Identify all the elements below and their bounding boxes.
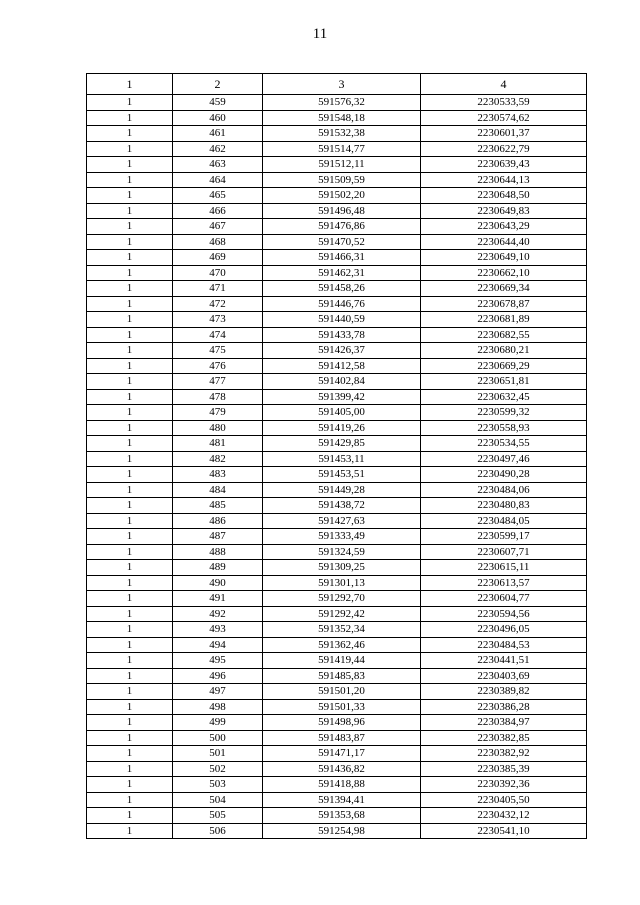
table-row — [87, 234, 587, 250]
table-cell: 1 — [87, 653, 173, 669]
table-row — [87, 312, 587, 328]
table-cell: 2230622,79 — [421, 141, 587, 157]
table-cell: 591352,34 — [263, 622, 421, 638]
table-cell: 2230389,82 — [421, 684, 587, 700]
table-cell: 1 — [87, 389, 173, 405]
table-cell: 1 — [87, 265, 173, 281]
table-cell: 591254,98 — [263, 823, 421, 839]
table-row — [87, 513, 587, 529]
table-row — [87, 746, 587, 762]
table-row — [87, 126, 587, 142]
table-cell: 591453,11 — [263, 451, 421, 467]
table-row — [87, 792, 587, 808]
table-cell: 479 — [173, 405, 263, 421]
table-cell: 495 — [173, 653, 263, 669]
table-row — [87, 296, 587, 312]
table-row — [87, 761, 587, 777]
table-row — [87, 823, 587, 839]
table-cell: 2230382,92 — [421, 746, 587, 762]
table-cell: 1 — [87, 405, 173, 421]
table-cell: 1 — [87, 746, 173, 762]
table-cell: 504 — [173, 792, 263, 808]
table-cell: 1 — [87, 668, 173, 684]
table-cell: 1 — [87, 126, 173, 142]
table-row — [87, 606, 587, 622]
table-cell: 591576,32 — [263, 95, 421, 111]
table-cell: 591498,96 — [263, 715, 421, 731]
table-cell: 2230574,62 — [421, 110, 587, 126]
table-row — [87, 219, 587, 235]
table-row — [87, 374, 587, 390]
table-row — [87, 95, 587, 111]
table-cell: 591402,84 — [263, 374, 421, 390]
column-header: 2 — [173, 74, 263, 95]
table-cell: 1 — [87, 513, 173, 529]
table-cell: 473 — [173, 312, 263, 328]
table-cell: 591466,31 — [263, 250, 421, 266]
table-row — [87, 265, 587, 281]
table-row — [87, 699, 587, 715]
table-cell: 591405,00 — [263, 405, 421, 421]
column-header: 1 — [87, 74, 173, 95]
table-cell: 2230403,69 — [421, 668, 587, 684]
table-cell: 1 — [87, 188, 173, 204]
table-row — [87, 436, 587, 452]
table-cell: 591292,42 — [263, 606, 421, 622]
table-cell: 591440,59 — [263, 312, 421, 328]
table-cell: 2230386,28 — [421, 699, 587, 715]
table-cell: 492 — [173, 606, 263, 622]
table-cell: 503 — [173, 777, 263, 793]
table-cell: 2230601,37 — [421, 126, 587, 142]
table-cell: 591433,78 — [263, 327, 421, 343]
table-row — [87, 420, 587, 436]
table-cell: 498 — [173, 699, 263, 715]
table-row — [87, 684, 587, 700]
table-cell: 2230490,28 — [421, 467, 587, 483]
table-row — [87, 730, 587, 746]
table-cell: 2230604,77 — [421, 591, 587, 607]
table-cell: 1 — [87, 312, 173, 328]
table-row — [87, 110, 587, 126]
table-cell: 1 — [87, 715, 173, 731]
table-cell: 591502,20 — [263, 188, 421, 204]
table-cell: 591412,58 — [263, 358, 421, 374]
table-cell: 1 — [87, 219, 173, 235]
table-cell: 591362,46 — [263, 637, 421, 653]
table-cell: 483 — [173, 467, 263, 483]
table-cell: 1 — [87, 622, 173, 638]
table-cell: 477 — [173, 374, 263, 390]
table-cell: 591427,63 — [263, 513, 421, 529]
table-row — [87, 405, 587, 421]
table-cell: 464 — [173, 172, 263, 188]
table-cell: 2230678,87 — [421, 296, 587, 312]
table-cell: 460 — [173, 110, 263, 126]
table-cell: 1 — [87, 777, 173, 793]
table-cell: 2230639,43 — [421, 157, 587, 173]
table-cell: 591496,48 — [263, 203, 421, 219]
table-cell: 470 — [173, 265, 263, 281]
table-cell: 490 — [173, 575, 263, 591]
table-cell: 1 — [87, 203, 173, 219]
table-cell: 496 — [173, 668, 263, 684]
table-row — [87, 250, 587, 266]
table-cell: 591453,51 — [263, 467, 421, 483]
table-row — [87, 358, 587, 374]
table-row — [87, 281, 587, 297]
table-cell: 591438,72 — [263, 498, 421, 514]
table-cell: 2230534,55 — [421, 436, 587, 452]
table-cell: 1 — [87, 451, 173, 467]
table-row — [87, 327, 587, 343]
table-cell: 2230680,21 — [421, 343, 587, 359]
table-cell: 1 — [87, 808, 173, 824]
table-cell: 506 — [173, 823, 263, 839]
table-cell: 591483,87 — [263, 730, 421, 746]
table-cell: 591485,83 — [263, 668, 421, 684]
table-cell: 2230669,29 — [421, 358, 587, 374]
table-cell: 2230480,83 — [421, 498, 587, 514]
table-cell: 591501,20 — [263, 684, 421, 700]
table-cell: 491 — [173, 591, 263, 607]
table-cell: 591419,44 — [263, 653, 421, 669]
table-row — [87, 529, 587, 545]
table-cell: 591436,82 — [263, 761, 421, 777]
table-cell: 1 — [87, 157, 173, 173]
table-cell: 1 — [87, 95, 173, 111]
table-cell: 591501,33 — [263, 699, 421, 715]
table-cell: 2230484,06 — [421, 482, 587, 498]
table-body — [87, 95, 587, 839]
table-cell: 2230613,57 — [421, 575, 587, 591]
table-row — [87, 188, 587, 204]
table-cell: 2230607,71 — [421, 544, 587, 560]
table-cell: 1 — [87, 699, 173, 715]
table-cell: 467 — [173, 219, 263, 235]
table-cell: 475 — [173, 343, 263, 359]
table-cell: 1 — [87, 575, 173, 591]
table-cell: 2230541,10 — [421, 823, 587, 839]
table-cell: 2230632,45 — [421, 389, 587, 405]
table-cell: 591532,38 — [263, 126, 421, 142]
table-cell: 466 — [173, 203, 263, 219]
table-cell: 2230651,81 — [421, 374, 587, 390]
table-cell: 591353,68 — [263, 808, 421, 824]
table-cell: 2230382,85 — [421, 730, 587, 746]
table-cell: 480 — [173, 420, 263, 436]
table-cell: 486 — [173, 513, 263, 529]
table-cell: 502 — [173, 761, 263, 777]
table-cell: 2230644,40 — [421, 234, 587, 250]
table-cell: 500 — [173, 730, 263, 746]
table-cell: 591426,37 — [263, 343, 421, 359]
table-cell: 2230484,05 — [421, 513, 587, 529]
table-cell: 482 — [173, 451, 263, 467]
table-cell: 485 — [173, 498, 263, 514]
table-cell: 461 — [173, 126, 263, 142]
table-cell: 478 — [173, 389, 263, 405]
table-cell: 591512,11 — [263, 157, 421, 173]
table-cell: 2230669,34 — [421, 281, 587, 297]
table-cell: 1 — [87, 343, 173, 359]
table-cell: 1 — [87, 110, 173, 126]
table-cell: 591449,28 — [263, 482, 421, 498]
table-row — [87, 343, 587, 359]
table-cell: 1 — [87, 730, 173, 746]
table-cell: 471 — [173, 281, 263, 297]
table-cell: 2230682,55 — [421, 327, 587, 343]
table-cell: 591301,13 — [263, 575, 421, 591]
table-row — [87, 203, 587, 219]
table-cell: 591419,26 — [263, 420, 421, 436]
table-cell: 2230644,13 — [421, 172, 587, 188]
table-cell: 465 — [173, 188, 263, 204]
table-cell: 462 — [173, 141, 263, 157]
table-cell: 2230615,11 — [421, 560, 587, 576]
table-cell: 591446,76 — [263, 296, 421, 312]
table-cell: 2230497,46 — [421, 451, 587, 467]
table-cell: 489 — [173, 560, 263, 576]
table-cell: 2230649,10 — [421, 250, 587, 266]
table-cell: 591292,70 — [263, 591, 421, 607]
table-cell: 2230558,93 — [421, 420, 587, 436]
table-cell: 2230599,17 — [421, 529, 587, 545]
table-row — [87, 141, 587, 157]
table-cell: 1 — [87, 358, 173, 374]
table-cell: 2230385,39 — [421, 761, 587, 777]
table-cell: 493 — [173, 622, 263, 638]
table-cell: 488 — [173, 544, 263, 560]
table-cell: 484 — [173, 482, 263, 498]
table-row — [87, 389, 587, 405]
table-cell: 591324,59 — [263, 544, 421, 560]
table-cell: 2230405,50 — [421, 792, 587, 808]
table-cell: 591471,17 — [263, 746, 421, 762]
table-header-row — [87, 74, 587, 95]
table-cell: 2230681,89 — [421, 312, 587, 328]
table-row — [87, 467, 587, 483]
table-cell: 469 — [173, 250, 263, 266]
table-cell: 1 — [87, 141, 173, 157]
table-cell: 591418,88 — [263, 777, 421, 793]
table-cell: 1 — [87, 560, 173, 576]
table-row — [87, 575, 587, 591]
table-cell: 2230441,51 — [421, 653, 587, 669]
table-cell: 497 — [173, 684, 263, 700]
table-cell: 1 — [87, 498, 173, 514]
table-cell: 591458,26 — [263, 281, 421, 297]
table-row — [87, 157, 587, 173]
table-cell: 1 — [87, 761, 173, 777]
table-cell: 1 — [87, 684, 173, 700]
table-cell: 591394,41 — [263, 792, 421, 808]
table-cell: 2230648,50 — [421, 188, 587, 204]
table-cell: 1 — [87, 606, 173, 622]
table-row — [87, 451, 587, 467]
table-row — [87, 808, 587, 824]
table-cell: 505 — [173, 808, 263, 824]
table-cell: 1 — [87, 591, 173, 607]
table-cell: 459 — [173, 95, 263, 111]
table-cell: 487 — [173, 529, 263, 545]
table-cell: 1 — [87, 823, 173, 839]
table-cell: 2230662,10 — [421, 265, 587, 281]
table-cell: 2230496,05 — [421, 622, 587, 638]
table-cell: 1 — [87, 420, 173, 436]
table-cell: 2230649,83 — [421, 203, 587, 219]
table-cell: 591548,18 — [263, 110, 421, 126]
table-cell: 499 — [173, 715, 263, 731]
table-cell: 494 — [173, 637, 263, 653]
table-cell: 472 — [173, 296, 263, 312]
table-cell: 1 — [87, 250, 173, 266]
table-cell: 2230392,36 — [421, 777, 587, 793]
table-cell: 463 — [173, 157, 263, 173]
table-row — [87, 715, 587, 731]
table-row — [87, 560, 587, 576]
table-cell: 591470,52 — [263, 234, 421, 250]
table-row — [87, 777, 587, 793]
table-cell: 1 — [87, 234, 173, 250]
table-cell: 2230484,53 — [421, 637, 587, 653]
table-cell: 591429,85 — [263, 436, 421, 452]
table-cell: 591333,49 — [263, 529, 421, 545]
table-cell: 591462,31 — [263, 265, 421, 281]
column-header: 4 — [421, 74, 587, 95]
table-cell: 1 — [87, 296, 173, 312]
table-cell: 476 — [173, 358, 263, 374]
table-row — [87, 637, 587, 653]
column-header: 3 — [263, 74, 421, 95]
table-cell: 2230384,97 — [421, 715, 587, 731]
table-cell: 501 — [173, 746, 263, 762]
table-cell: 481 — [173, 436, 263, 452]
table-cell: 1 — [87, 467, 173, 483]
table-cell: 1 — [87, 792, 173, 808]
table-cell: 591514,77 — [263, 141, 421, 157]
table-cell: 474 — [173, 327, 263, 343]
table-row — [87, 668, 587, 684]
table-row — [87, 591, 587, 607]
table-cell: 1 — [87, 281, 173, 297]
table-row — [87, 622, 587, 638]
table-cell: 1 — [87, 637, 173, 653]
table-cell: 2230594,56 — [421, 606, 587, 622]
table-row — [87, 653, 587, 669]
table-cell: 1 — [87, 436, 173, 452]
table-cell: 468 — [173, 234, 263, 250]
table-cell: 591476,86 — [263, 219, 421, 235]
table-row — [87, 172, 587, 188]
table-cell: 1 — [87, 172, 173, 188]
page-number: 11 — [312, 26, 328, 42]
table-cell: 1 — [87, 327, 173, 343]
table-cell: 2230432,12 — [421, 808, 587, 824]
table-cell: 2230599,32 — [421, 405, 587, 421]
table-cell: 591309,25 — [263, 560, 421, 576]
table-cell: 1 — [87, 544, 173, 560]
table-cell: 1 — [87, 482, 173, 498]
table-cell: 2230643,29 — [421, 219, 587, 235]
table-cell: 1 — [87, 374, 173, 390]
table-cell: 1 — [87, 529, 173, 545]
table-cell: 591399,42 — [263, 389, 421, 405]
table-cell: 2230533,59 — [421, 95, 587, 111]
table-row — [87, 544, 587, 560]
table-cell: 591509,59 — [263, 172, 421, 188]
coordinates-table — [86, 73, 587, 839]
table-row — [87, 498, 587, 514]
table-row — [87, 482, 587, 498]
